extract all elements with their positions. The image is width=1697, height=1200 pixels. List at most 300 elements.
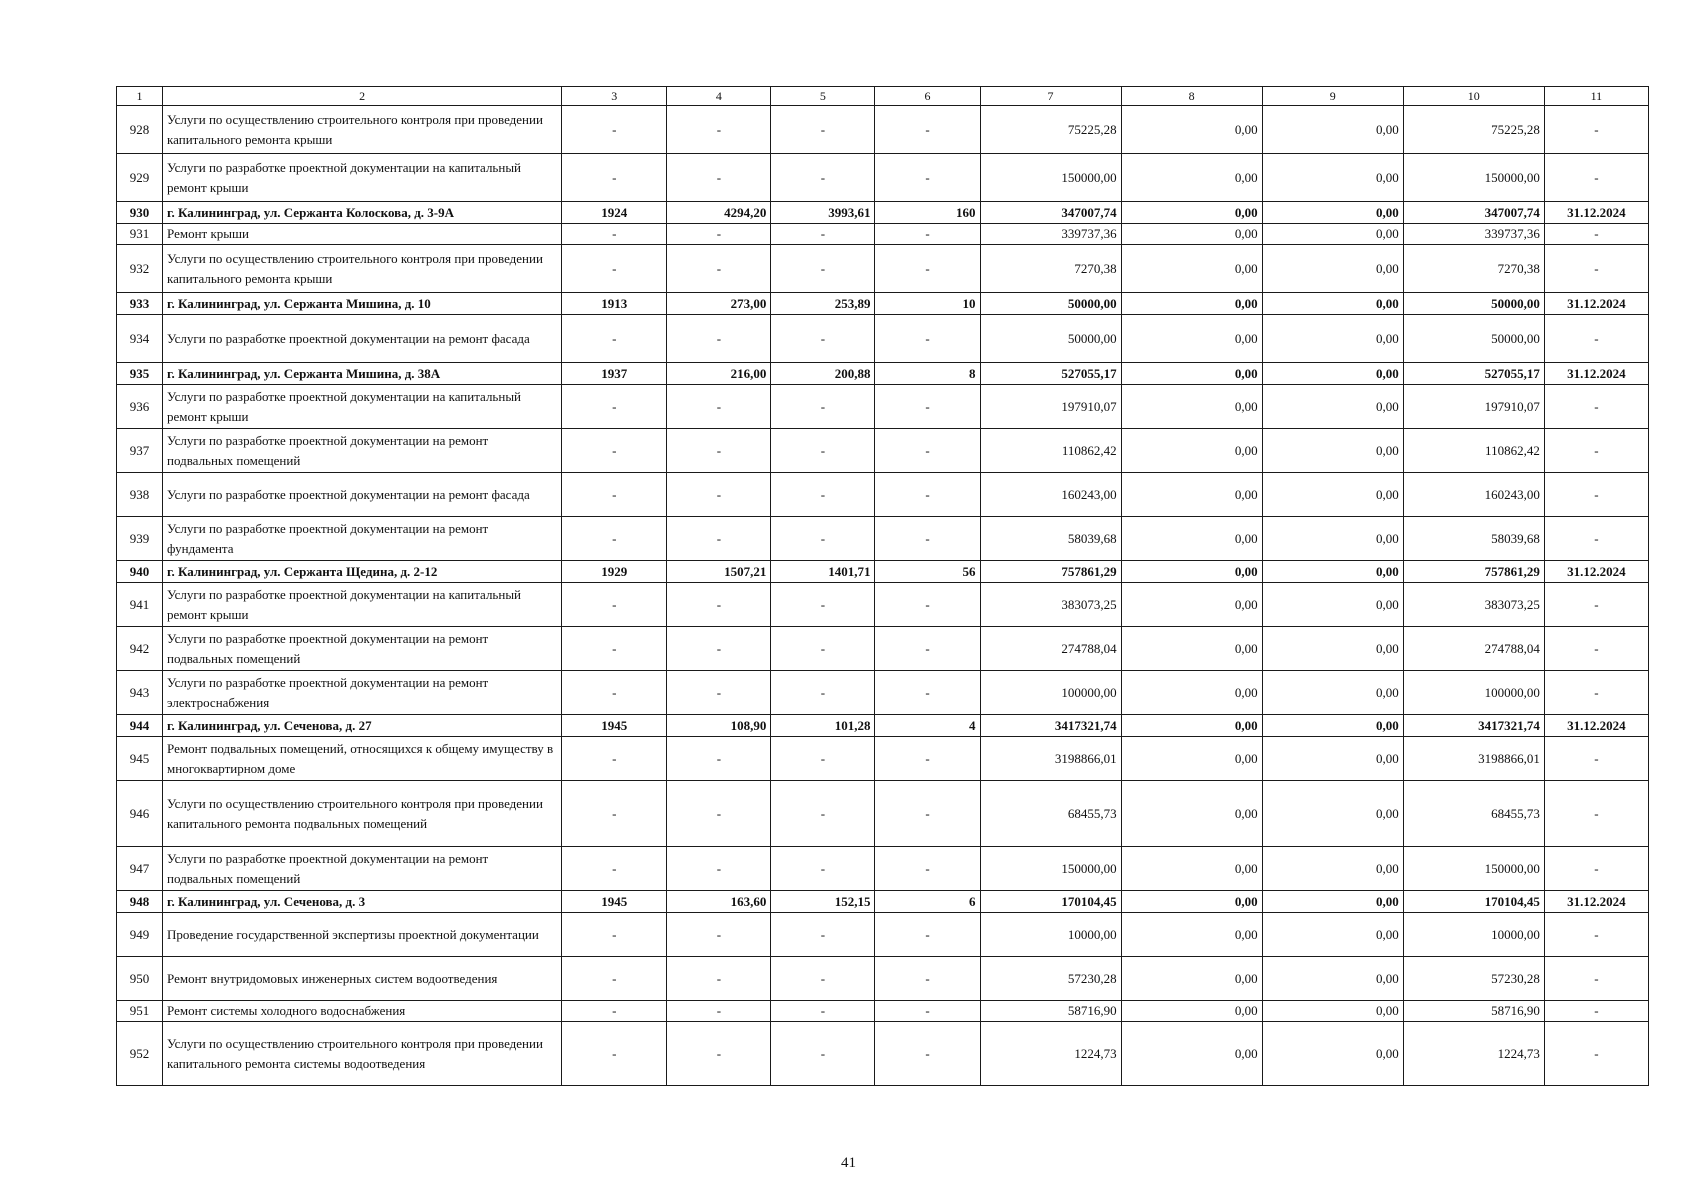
residents-count: - [875, 224, 980, 245]
cost-col-8: 0,00 [1121, 224, 1262, 245]
cost-col-9: 0,00 [1262, 781, 1403, 847]
cost-col-8: 0,00 [1121, 473, 1262, 517]
work-row [117, 224, 1649, 245]
residents-count: - [875, 517, 980, 561]
total-area: 216,00 [667, 363, 771, 385]
living-area: - [771, 473, 875, 517]
total-area: - [667, 627, 771, 671]
total-area: - [667, 583, 771, 627]
living-area: 152,15 [771, 891, 875, 913]
cost-col-9: 0,00 [1262, 293, 1403, 315]
completion-date: - [1544, 106, 1648, 154]
completion-date: 31.12.2024 [1544, 891, 1648, 913]
cost-col-8: 0,00 [1121, 363, 1262, 385]
total-area: - [667, 385, 771, 429]
cost-col-8: 0,00 [1121, 891, 1262, 913]
residents-count: - [875, 429, 980, 473]
total-area: - [667, 106, 771, 154]
living-area: - [771, 106, 875, 154]
cost-col-8: 0,00 [1121, 561, 1262, 583]
cost-col-9: 0,00 [1262, 106, 1403, 154]
row-description: Услуги по разработке проектной документации на капитальный ремонт крыши [163, 385, 562, 429]
cost-col-9: 0,00 [1262, 315, 1403, 363]
address-row [117, 715, 1649, 737]
cost-col-10: 347007,74 [1403, 202, 1544, 224]
cost-col-10: 100000,00 [1403, 671, 1544, 715]
cost-col-8: 0,00 [1121, 847, 1262, 891]
row-description: г. Калининград, ул. Сержанта Мишина, д. 10 [163, 293, 562, 315]
cost-col-8: 0,00 [1121, 1001, 1262, 1022]
build-year: - [562, 224, 667, 245]
column-number: 8 [1121, 87, 1262, 106]
row-description: Услуги по разработке проектной документации на капитальный ремонт крыши [163, 154, 562, 202]
cost-col-8: 0,00 [1121, 913, 1262, 957]
completion-date: - [1544, 473, 1648, 517]
living-area: - [771, 154, 875, 202]
cost-col-8: 0,00 [1121, 202, 1262, 224]
residents-count: 10 [875, 293, 980, 315]
residents-count: - [875, 583, 980, 627]
cost-col-10: 10000,00 [1403, 913, 1544, 957]
cost-col-10: 58716,90 [1403, 1001, 1544, 1022]
completion-date: - [1544, 385, 1648, 429]
living-area: 3993,61 [771, 202, 875, 224]
row-number: 943 [117, 671, 163, 715]
row-number: 947 [117, 847, 163, 891]
work-row [117, 913, 1649, 957]
build-year: - [562, 737, 667, 781]
work-row [117, 847, 1649, 891]
address-row [117, 363, 1649, 385]
build-year: 1937 [562, 363, 667, 385]
total-cost: 383073,25 [980, 583, 1121, 627]
build-year: - [562, 106, 667, 154]
cost-col-10: 50000,00 [1403, 293, 1544, 315]
completion-date: - [1544, 315, 1648, 363]
row-number: 946 [117, 781, 163, 847]
residents-count: 4 [875, 715, 980, 737]
row-number: 934 [117, 315, 163, 363]
build-year: - [562, 1022, 667, 1086]
build-year: 1945 [562, 715, 667, 737]
cost-col-9: 0,00 [1262, 561, 1403, 583]
row-number: 929 [117, 154, 163, 202]
residents-count: - [875, 1001, 980, 1022]
residents-count: - [875, 957, 980, 1001]
work-row [117, 245, 1649, 293]
address-row [117, 293, 1649, 315]
cost-col-8: 0,00 [1121, 245, 1262, 293]
living-area: 253,89 [771, 293, 875, 315]
living-area: - [771, 1022, 875, 1086]
cost-col-10: 3417321,74 [1403, 715, 1544, 737]
cost-col-8: 0,00 [1121, 715, 1262, 737]
cost-col-10: 160243,00 [1403, 473, 1544, 517]
row-number: 931 [117, 224, 163, 245]
completion-date: - [1544, 583, 1648, 627]
cost-col-8: 0,00 [1121, 385, 1262, 429]
total-cost: 100000,00 [980, 671, 1121, 715]
cost-col-8: 0,00 [1121, 429, 1262, 473]
cost-col-10: 757861,29 [1403, 561, 1544, 583]
row-description: Ремонт внутридомовых инженерных систем водоотведения [163, 957, 562, 1001]
living-area: 1401,71 [771, 561, 875, 583]
cost-col-8: 0,00 [1121, 315, 1262, 363]
total-cost: 57230,28 [980, 957, 1121, 1001]
total-cost: 68455,73 [980, 781, 1121, 847]
residents-count: - [875, 385, 980, 429]
row-number: 940 [117, 561, 163, 583]
completion-date: - [1544, 1001, 1648, 1022]
row-description: Услуги по разработке проектной документации на ремонт подвальных помещений [163, 847, 562, 891]
cost-col-10: 3198866,01 [1403, 737, 1544, 781]
completion-date: - [1544, 737, 1648, 781]
total-area: 163,60 [667, 891, 771, 913]
row-description: г. Калининград, ул. Сержанта Мишина, д. 38А [163, 363, 562, 385]
row-number: 932 [117, 245, 163, 293]
cost-col-8: 0,00 [1121, 293, 1262, 315]
cost-col-9: 0,00 [1262, 224, 1403, 245]
cost-col-9: 0,00 [1262, 363, 1403, 385]
completion-date: 31.12.2024 [1544, 363, 1648, 385]
cost-col-8: 0,00 [1121, 781, 1262, 847]
row-description: Услуги по разработке проектной документации на ремонт подвальных помещений [163, 429, 562, 473]
total-cost: 150000,00 [980, 154, 1121, 202]
cost-col-9: 0,00 [1262, 245, 1403, 293]
cost-col-9: 0,00 [1262, 1001, 1403, 1022]
column-number: 9 [1262, 87, 1403, 106]
column-number: 2 [163, 87, 562, 106]
completion-date: - [1544, 224, 1648, 245]
residents-count: - [875, 245, 980, 293]
total-area: 273,00 [667, 293, 771, 315]
cost-col-8: 0,00 [1121, 106, 1262, 154]
total-cost: 10000,00 [980, 913, 1121, 957]
work-row [117, 583, 1649, 627]
total-cost: 160243,00 [980, 473, 1121, 517]
build-year: 1924 [562, 202, 667, 224]
cost-col-8: 0,00 [1121, 1022, 1262, 1086]
living-area: - [771, 245, 875, 293]
total-cost: 150000,00 [980, 847, 1121, 891]
completion-date: - [1544, 1022, 1648, 1086]
cost-col-10: 150000,00 [1403, 154, 1544, 202]
cost-col-9: 0,00 [1262, 737, 1403, 781]
cost-col-10: 527055,17 [1403, 363, 1544, 385]
build-year: - [562, 847, 667, 891]
total-cost: 3198866,01 [980, 737, 1121, 781]
row-description: Ремонт крыши [163, 224, 562, 245]
total-cost: 58716,90 [980, 1001, 1121, 1022]
row-number: 948 [117, 891, 163, 913]
total-area: - [667, 671, 771, 715]
completion-date: - [1544, 913, 1648, 957]
build-year: 1929 [562, 561, 667, 583]
living-area: - [771, 671, 875, 715]
residents-count: - [875, 106, 980, 154]
row-description: Услуги по разработке проектной документации на ремонт фасада [163, 473, 562, 517]
row-number: 933 [117, 293, 163, 315]
cost-col-8: 0,00 [1121, 671, 1262, 715]
work-row [117, 385, 1649, 429]
living-area: - [771, 957, 875, 1001]
completion-date: - [1544, 517, 1648, 561]
completion-date: 31.12.2024 [1544, 561, 1648, 583]
total-cost: 7270,38 [980, 245, 1121, 293]
total-cost: 170104,45 [980, 891, 1121, 913]
cost-col-9: 0,00 [1262, 1022, 1403, 1086]
residents-count: - [875, 781, 980, 847]
total-cost: 347007,74 [980, 202, 1121, 224]
row-number: 938 [117, 473, 163, 517]
row-number: 937 [117, 429, 163, 473]
completion-date: 31.12.2024 [1544, 715, 1648, 737]
cost-col-8: 0,00 [1121, 957, 1262, 1001]
total-area: - [667, 429, 771, 473]
row-description: Услуги по осуществлению строительного контроля при проведении капитального ремонта крыши [163, 245, 562, 293]
row-number: 936 [117, 385, 163, 429]
total-area: - [667, 154, 771, 202]
cost-col-9: 0,00 [1262, 671, 1403, 715]
build-year: - [562, 517, 667, 561]
work-row [117, 315, 1649, 363]
address-row [117, 891, 1649, 913]
row-description: Услуги по осуществлению строительного контроля при проведении капитального ремонта подвальных помещений [163, 781, 562, 847]
total-cost: 75225,28 [980, 106, 1121, 154]
living-area: - [771, 1001, 875, 1022]
total-area: - [667, 517, 771, 561]
total-cost: 50000,00 [980, 315, 1121, 363]
column-number: 1 [117, 87, 163, 106]
living-area: - [771, 781, 875, 847]
cost-col-10: 50000,00 [1403, 315, 1544, 363]
row-description: Услуги по осуществлению строительного контроля при проведении капитального ремонта системы водоотведения [163, 1022, 562, 1086]
total-cost: 527055,17 [980, 363, 1121, 385]
cost-col-9: 0,00 [1262, 154, 1403, 202]
column-number: 4 [667, 87, 771, 106]
completion-date: - [1544, 627, 1648, 671]
living-area: 200,88 [771, 363, 875, 385]
column-numbers-row [117, 87, 1649, 106]
work-row [117, 517, 1649, 561]
cost-col-10: 197910,07 [1403, 385, 1544, 429]
row-description: Услуги по разработке проектной документации на ремонт фундамента [163, 517, 562, 561]
address-row [117, 202, 1649, 224]
residents-count: - [875, 627, 980, 671]
total-area: 4294,20 [667, 202, 771, 224]
build-year: - [562, 1001, 667, 1022]
cost-col-10: 68455,73 [1403, 781, 1544, 847]
cost-col-9: 0,00 [1262, 891, 1403, 913]
cost-col-9: 0,00 [1262, 847, 1403, 891]
cost-col-9: 0,00 [1262, 957, 1403, 1001]
cost-col-10: 383073,25 [1403, 583, 1544, 627]
total-area: - [667, 1001, 771, 1022]
build-year: - [562, 315, 667, 363]
column-number: 11 [1544, 87, 1648, 106]
cost-col-10: 58039,68 [1403, 517, 1544, 561]
row-description: Услуги по осуществлению строительного контроля при проведении капитального ремонта крыши [163, 106, 562, 154]
cost-col-8: 0,00 [1121, 583, 1262, 627]
completion-date: 31.12.2024 [1544, 202, 1648, 224]
completion-date: - [1544, 429, 1648, 473]
row-number: 935 [117, 363, 163, 385]
row-number: 945 [117, 737, 163, 781]
build-year: - [562, 154, 667, 202]
cost-col-8: 0,00 [1121, 737, 1262, 781]
column-number: 10 [1403, 87, 1544, 106]
cost-col-10: 110862,42 [1403, 429, 1544, 473]
cost-col-8: 0,00 [1121, 154, 1262, 202]
completion-date: - [1544, 957, 1648, 1001]
column-number: 6 [875, 87, 980, 106]
work-row [117, 106, 1649, 154]
living-area: - [771, 627, 875, 671]
living-area: - [771, 737, 875, 781]
cost-col-10: 7270,38 [1403, 245, 1544, 293]
build-year: - [562, 781, 667, 847]
cost-col-9: 0,00 [1262, 429, 1403, 473]
total-area: - [667, 957, 771, 1001]
build-year: - [562, 957, 667, 1001]
row-description: Услуги по разработке проектной документации на капитальный ремонт крыши [163, 583, 562, 627]
row-description: г. Калининград, ул. Сеченова, д. 3 [163, 891, 562, 913]
cost-col-9: 0,00 [1262, 473, 1403, 517]
total-area: - [667, 473, 771, 517]
total-cost: 58039,68 [980, 517, 1121, 561]
total-area: - [667, 245, 771, 293]
work-row [117, 1001, 1649, 1022]
cost-col-10: 170104,45 [1403, 891, 1544, 913]
residents-count: - [875, 913, 980, 957]
living-area: - [771, 385, 875, 429]
work-row [117, 154, 1649, 202]
total-area: 1507,21 [667, 561, 771, 583]
work-row [117, 429, 1649, 473]
cost-col-9: 0,00 [1262, 385, 1403, 429]
cost-col-10: 57230,28 [1403, 957, 1544, 1001]
row-description: г. Калининград, ул. Сеченова, д. 27 [163, 715, 562, 737]
residents-count: 6 [875, 891, 980, 913]
cost-col-9: 0,00 [1262, 913, 1403, 957]
residents-count: - [875, 737, 980, 781]
build-year: - [562, 671, 667, 715]
row-description: г. Калининград, ул. Сержанта Колоскова, д. 3-9А [163, 202, 562, 224]
living-area: - [771, 315, 875, 363]
total-area: - [667, 781, 771, 847]
completion-date: 31.12.2024 [1544, 293, 1648, 315]
work-row [117, 737, 1649, 781]
residents-count: - [875, 1022, 980, 1086]
total-area: 108,90 [667, 715, 771, 737]
work-row [117, 627, 1649, 671]
build-year: - [562, 429, 667, 473]
total-cost: 197910,07 [980, 385, 1121, 429]
completion-date: - [1544, 781, 1648, 847]
row-number: 928 [117, 106, 163, 154]
total-area: - [667, 315, 771, 363]
cost-col-9: 0,00 [1262, 715, 1403, 737]
living-area: - [771, 913, 875, 957]
work-row [117, 957, 1649, 1001]
living-area: - [771, 224, 875, 245]
total-cost: 1224,73 [980, 1022, 1121, 1086]
column-number: 3 [562, 87, 667, 106]
row-number: 941 [117, 583, 163, 627]
cost-col-9: 0,00 [1262, 202, 1403, 224]
completion-date: - [1544, 154, 1648, 202]
living-area: - [771, 847, 875, 891]
residents-count: 8 [875, 363, 980, 385]
living-area: - [771, 429, 875, 473]
cost-col-8: 0,00 [1121, 517, 1262, 561]
completion-date: - [1544, 671, 1648, 715]
work-row [117, 473, 1649, 517]
column-number: 7 [980, 87, 1121, 106]
column-number: 5 [771, 87, 875, 106]
build-year: - [562, 627, 667, 671]
build-year: - [562, 385, 667, 429]
cost-col-9: 0,00 [1262, 627, 1403, 671]
build-year: 1913 [562, 293, 667, 315]
living-area: - [771, 517, 875, 561]
work-row [117, 671, 1649, 715]
completion-date: - [1544, 847, 1648, 891]
row-description: Ремонт подвальных помещений, относящихся к общему имуществу в многоквартирном доме [163, 737, 562, 781]
cost-col-9: 0,00 [1262, 583, 1403, 627]
total-area: - [667, 737, 771, 781]
row-description: г. Калининград, ул. Сержанта Щедина, д. 2-12 [163, 561, 562, 583]
row-number: 951 [117, 1001, 163, 1022]
total-cost: 110862,42 [980, 429, 1121, 473]
row-description: Услуги по разработке проектной документации на ремонт фасада [163, 315, 562, 363]
row-description: Ремонт системы холодного водоснабжения [163, 1001, 562, 1022]
cost-col-9: 0,00 [1262, 517, 1403, 561]
row-number: 950 [117, 957, 163, 1001]
row-description: Услуги по разработке проектной документации на ремонт электроснабжения [163, 671, 562, 715]
work-row [117, 781, 1649, 847]
residents-count: - [875, 671, 980, 715]
total-cost: 3417321,74 [980, 715, 1121, 737]
residents-count: - [875, 315, 980, 363]
cost-col-10: 75225,28 [1403, 106, 1544, 154]
cost-col-10: 150000,00 [1403, 847, 1544, 891]
build-year: - [562, 245, 667, 293]
work-row [117, 1022, 1649, 1086]
build-year: 1945 [562, 891, 667, 913]
living-area: - [771, 583, 875, 627]
living-area: 101,28 [771, 715, 875, 737]
residents-count: - [875, 154, 980, 202]
cost-col-8: 0,00 [1121, 627, 1262, 671]
cost-col-10: 339737,36 [1403, 224, 1544, 245]
build-year: - [562, 473, 667, 517]
row-number: 930 [117, 202, 163, 224]
total-cost: 274788,04 [980, 627, 1121, 671]
row-description: Проведение государственной экспертизы проектной документации [163, 913, 562, 957]
row-description: Услуги по разработке проектной документации на ремонт подвальных помещений [163, 627, 562, 671]
completion-date: - [1544, 245, 1648, 293]
row-number: 944 [117, 715, 163, 737]
total-cost: 339737,36 [980, 224, 1121, 245]
row-number: 939 [117, 517, 163, 561]
works-table [116, 86, 1649, 1086]
row-number: 949 [117, 913, 163, 957]
build-year: - [562, 583, 667, 627]
residents-count: - [875, 847, 980, 891]
residents-count: - [875, 473, 980, 517]
address-row [117, 561, 1649, 583]
